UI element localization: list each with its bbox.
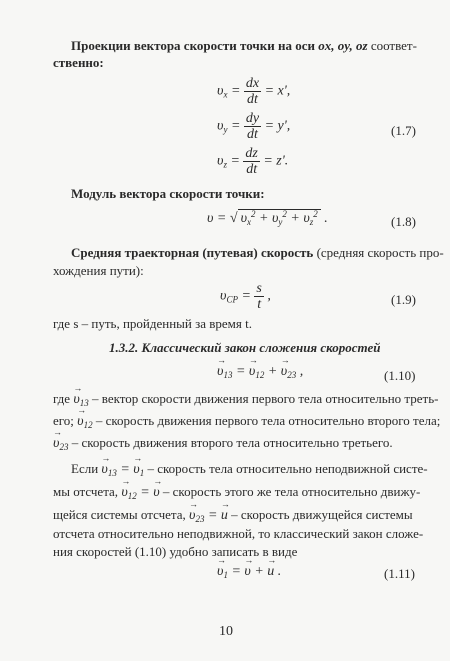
equation-1-10: → $\upsilon_{13}$ = → $\upsilon_{12}$ + → $\upsilon_{23}$ , [217,364,303,380]
equation-number-1-9: (1.9) [391,292,416,307]
paragraph-line-4: отсчета относительно неподвижной, то классический закон сложе- [53,526,424,541]
paragraph-line-3: щейся системы отсчета, → $\upsilon_{23}$ = → u – скорость движущейся системы [53,508,413,523]
mean-speed-where: где s – путь, пройденный за время t. [53,316,252,331]
mean-speed-heading-cont: хождения пути): [53,263,144,278]
paragraph-line-2: мы отсчета, → $\upsilon_{12}$ = → υ – скорость этого же тела относительно движу- [53,485,420,500]
velocity-projections-heading-cont: ственно: [53,55,104,70]
equation-1-7-row-x: $\upsilon_x$ = $\frac{dx}{dt}$ = x', [217,76,291,107]
paragraph-line-1: Если → $\upsilon_{13}$ = → $\upsilon_1$ – скорость тела относительно неподвижной систе- [71,462,428,477]
equation-1-11: → $\upsilon_1$ = → υ + → u . [217,564,281,580]
velocity-modulus-heading: Модуль вектора скорости точки: [71,186,265,201]
equation-1-7-row-y: $\upsilon_y$ = $\frac{dy}{dt}$ = y', [217,111,291,142]
equation-number-1-10: (1.10) [384,368,416,383]
equation-1-9: $\upsilon_{CP}$ = $\frac{s}{t}$ , [220,281,271,312]
equation-number-1-11: (1.11) [384,566,415,581]
explanation-line-1: где → $\upsilon_{13}$ – вектор скорости движения первого тела относительно треть- [53,392,438,407]
explanation-line-2: его; → $\upsilon_{12}$ – скорость движения первого тела относительно второго тела; [53,414,440,429]
equation-1-7-row-z: $\upsilon_z$ = $\frac{dz}{dt}$ = z'. [217,146,289,177]
equation-number-1-7: (1.7) [391,123,416,138]
equation-1-8: υ = √ $\upsilon_x^2 + \upsilon_y^2 + \upsilon_z^2$ . [207,209,328,227]
page-number: 10 [219,624,233,639]
mean-speed-heading: Средняя траекторная (путевая) скорость (средняя скорость про- [71,245,444,260]
equation-number-1-8: (1.8) [391,214,416,229]
velocity-projections-heading: Проекции вектора скорости точки на оси ox, oy, oz соответ- [71,38,417,53]
explanation-line-3: → $\upsilon_{23}$ – скорость движения второго тела относительно третьего. [53,436,393,451]
paragraph-line-5: ния скоростей (1.10) удобно записать в виде [53,544,298,559]
section-1-3-2-title: 1.3.2. Классический закон сложения скоростей [109,340,381,355]
